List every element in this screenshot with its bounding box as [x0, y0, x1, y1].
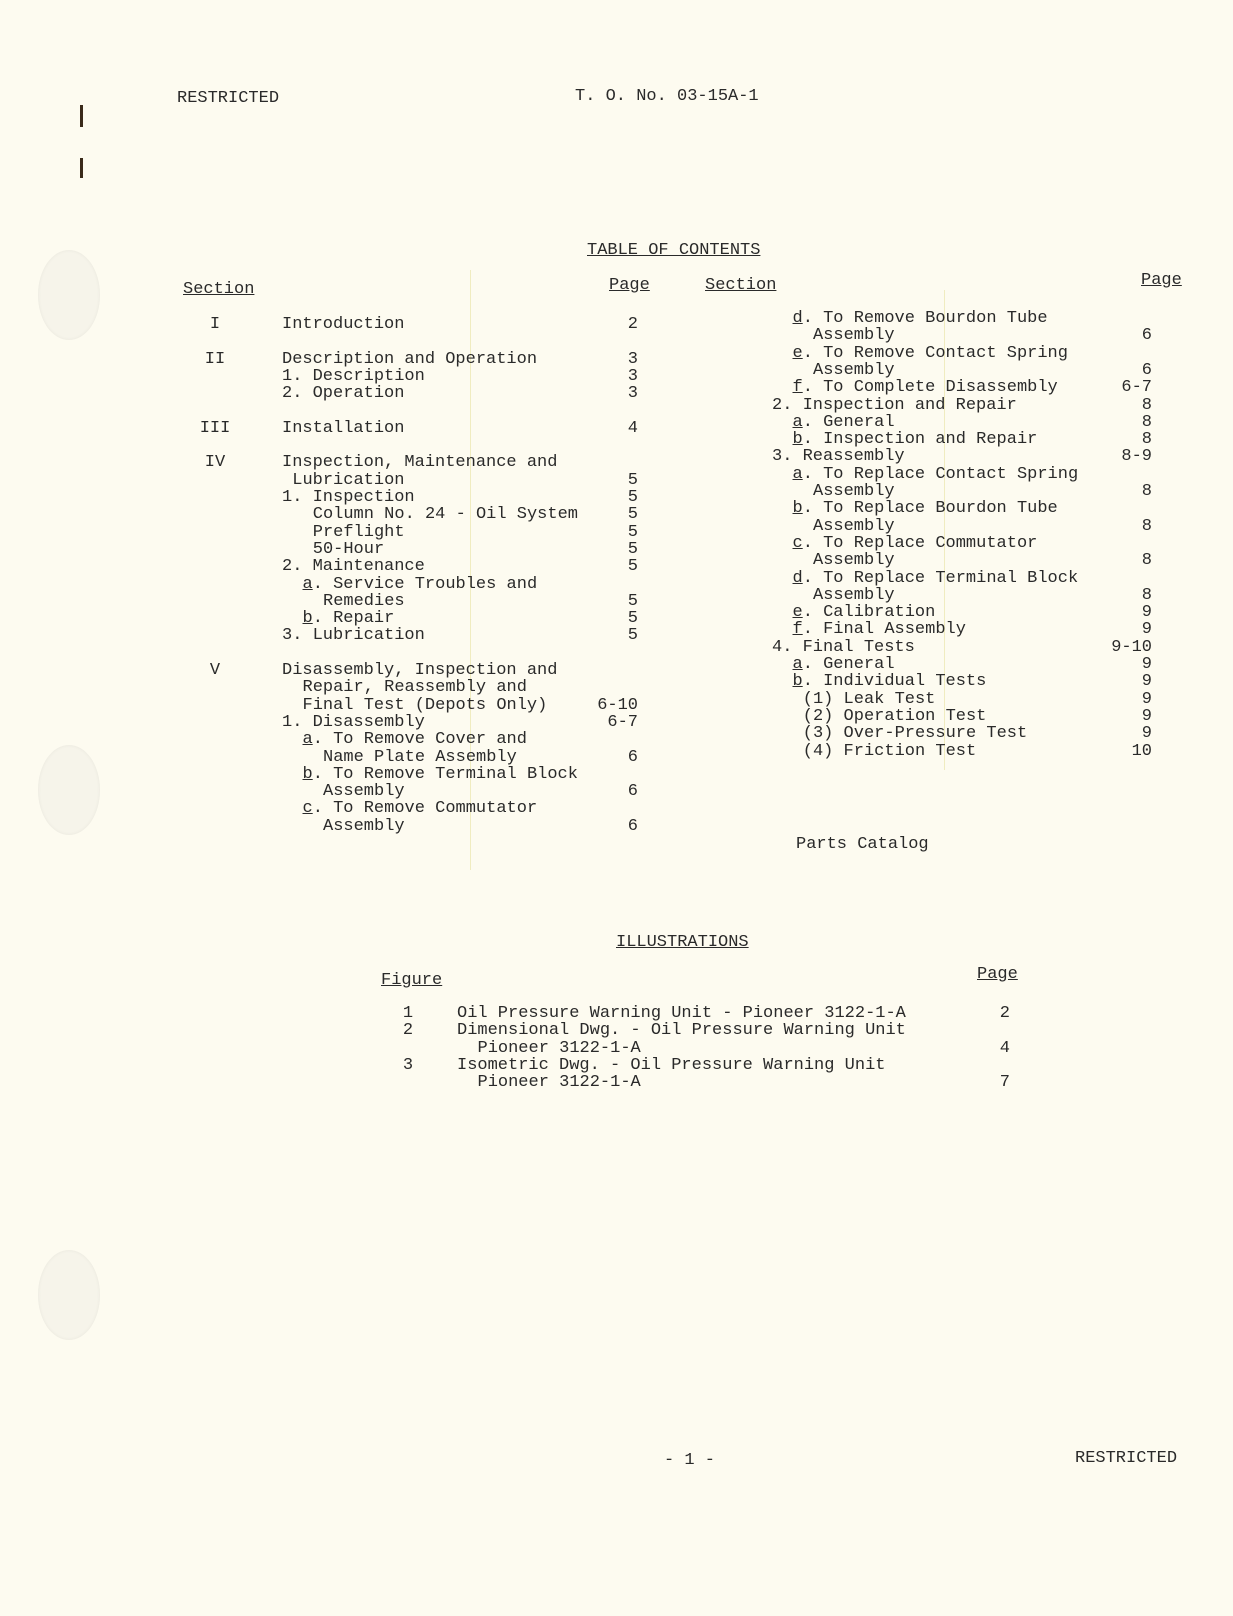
entry-title: Repair, Reassembly and — [302, 678, 527, 698]
page-ref: 6-10 — [597, 695, 638, 715]
item-letter: b — [792, 672, 803, 692]
toc-entry[interactable] — [803, 708, 987, 725]
toc-entry[interactable] — [793, 466, 1079, 483]
entry-title: Disassembly, Inspection and — [282, 661, 558, 680]
toc-entry[interactable] — [793, 500, 1058, 517]
page-ref: 3 — [627, 384, 638, 404]
item-letter: a — [792, 655, 803, 674]
entry-title: Pioneer 3122-1-A — [477, 1038, 641, 1058]
item-letter: b — [302, 609, 313, 629]
page-ref: 4 — [999, 1038, 1010, 1058]
entry-title: . To Replace Terminal Block — [802, 568, 1079, 588]
page-ref: 9 — [1141, 689, 1152, 709]
entry-title: 1. Description — [282, 366, 425, 386]
punch-hole — [38, 1250, 100, 1340]
page-ref: 3 — [627, 366, 638, 386]
entry-title: 2. Inspection and Repair — [772, 395, 1017, 415]
toc-entry[interactable] — [457, 1005, 906, 1022]
page-column-header: Page — [1141, 271, 1182, 290]
page-ref: 4 — [627, 418, 638, 438]
page-ref: 6 — [1141, 360, 1152, 380]
entry-title: . To Remove Commutator — [312, 799, 538, 819]
page-ref: 8 — [1141, 516, 1152, 536]
toc-entry[interactable] — [282, 385, 404, 402]
section-column-header: Section — [705, 276, 777, 295]
toc-entry[interactable] — [772, 639, 915, 656]
entry-title: . To Replace Contact Spring — [802, 464, 1079, 484]
page-ref: 8 — [1141, 551, 1152, 571]
toc-entry[interactable] — [323, 593, 405, 610]
toc-entry-parts-catalog[interactable]: Parts Catalog — [796, 835, 929, 854]
illustrations-title: ILLUSTRATIONS — [616, 933, 749, 952]
page-ref: 9 — [1141, 603, 1152, 623]
entry-title: Assembly — [813, 516, 895, 536]
page-ref: 5 — [627, 505, 638, 525]
entry-title: 2. Operation — [282, 384, 405, 404]
binding-mark — [80, 105, 83, 127]
toc-entry[interactable] — [282, 662, 557, 679]
entry-title: . Individual Tests — [802, 672, 987, 692]
punch-hole — [38, 745, 100, 835]
entry-title: Description and Operation — [282, 349, 538, 369]
entry-title: 4. Final Tests — [772, 637, 915, 657]
toc-entry[interactable] — [813, 327, 895, 344]
entry-title: Assembly — [813, 326, 895, 346]
header-classification: RESTRICTED — [177, 89, 280, 108]
toc-entry[interactable] — [793, 379, 1058, 396]
toc-entry[interactable] — [793, 431, 1038, 448]
toc-entry[interactable] — [793, 310, 1048, 327]
toc-entry[interactable] — [813, 483, 895, 500]
toc-entry[interactable] — [803, 691, 936, 708]
toc-entry[interactable] — [282, 558, 425, 575]
item-letter: f — [792, 378, 803, 398]
page-ref: 5 — [627, 539, 638, 559]
entry-title: Remedies — [323, 591, 405, 611]
item-letter: d — [792, 568, 803, 588]
page-ref: 7 — [999, 1073, 1010, 1093]
toc-entry[interactable] — [303, 766, 578, 783]
toc-entry[interactable] — [813, 552, 895, 569]
page-column-header: Page — [609, 276, 650, 295]
figure-column-header: Figure — [381, 971, 443, 990]
item-letter: f — [792, 620, 803, 640]
toc-entry[interactable] — [793, 621, 966, 638]
entry-title: . To Replace Bourdon Tube — [802, 499, 1058, 519]
entry-title: 50-Hour — [312, 539, 385, 559]
figure-number: 3 — [402, 1055, 414, 1075]
entry-title: Assembly — [813, 551, 895, 571]
entry-title: . General — [802, 412, 895, 432]
page-ref: 8-9 — [1121, 447, 1152, 467]
toc-entry[interactable] — [282, 714, 425, 731]
entry-title: . Service Troubles and — [312, 574, 538, 594]
page-ref: 5 — [627, 626, 638, 646]
toc-entry[interactable] — [323, 749, 517, 766]
item-letter: b — [792, 430, 803, 450]
item-letter: c — [792, 533, 803, 553]
entry-title: 3. Lubrication — [282, 626, 425, 646]
entry-title: Dimensional Dwg. - Oil Pressure Warning Unit — [457, 1021, 906, 1041]
item-letter: d — [792, 309, 803, 328]
entry-title: . Final Assembly — [802, 620, 966, 640]
page-ref: 5 — [627, 609, 638, 629]
item-letter: a — [792, 412, 803, 432]
page-ref: 5 — [627, 488, 638, 507]
entry-title: . Repair — [312, 609, 395, 629]
page-ref: 9-10 — [1111, 637, 1152, 657]
page-ref: 2 — [627, 315, 638, 334]
toc-entry[interactable] — [282, 368, 425, 385]
page-ref: 2 — [999, 1004, 1010, 1023]
item-letter: b — [792, 499, 803, 519]
header-document-number: T. O. No. 03-15A-1 — [575, 87, 759, 106]
page-number: - 1 - — [664, 1451, 716, 1470]
item-letter: c — [302, 799, 313, 819]
page-ref: 6-7 — [1121, 378, 1152, 398]
toc-entry[interactable] — [793, 570, 1079, 587]
toc-entry[interactable] — [793, 414, 895, 431]
item-letter: a — [302, 730, 313, 750]
toc-entry[interactable] — [303, 610, 395, 627]
entry-title: . To Remove Bourdon Tube — [802, 309, 1048, 328]
toc-entry[interactable] — [303, 576, 538, 593]
toc-entry[interactable] — [323, 818, 405, 835]
item-letter: a — [302, 574, 313, 594]
toc-title: TABLE OF CONTENTS — [587, 241, 761, 260]
section-numeral: IV — [204, 453, 226, 473]
page-ref: 6 — [627, 782, 638, 802]
toc-entry[interactable] — [323, 783, 405, 800]
entry-title: . General — [802, 655, 895, 674]
entry-title: Introduction — [282, 315, 405, 334]
entry-title: Assembly — [813, 585, 895, 605]
entry-title: 3. Reassembly — [772, 447, 905, 467]
figure-number: 1 — [402, 1004, 414, 1023]
entry-title: (4) Friction Test — [802, 741, 977, 761]
toc-entry[interactable] — [303, 731, 527, 748]
entry-title: Name Plate Assembly — [323, 747, 517, 767]
page-ref: 6-7 — [607, 712, 638, 732]
page-column-header: Page — [977, 965, 1018, 984]
page-ref: 8 — [1141, 412, 1152, 432]
toc-entry[interactable] — [478, 1040, 641, 1057]
entry-title: Pioneer 3122-1-A — [477, 1073, 641, 1093]
toc-entry[interactable] — [478, 1074, 641, 1091]
toc-entry[interactable] — [303, 697, 548, 714]
page-ref: 5 — [627, 591, 638, 611]
item-letter: a — [792, 464, 803, 484]
entry-title: 1. Inspection — [282, 488, 415, 507]
footer-classification: RESTRICTED — [1075, 1449, 1178, 1468]
toc-entry[interactable] — [793, 535, 1038, 552]
entry-title: . To Remove Cover and — [312, 730, 527, 750]
entry-title: . To Remove Terminal Block — [312, 764, 578, 784]
toc-entry[interactable] — [282, 454, 557, 471]
page-ref: 3 — [627, 349, 638, 369]
toc-entry[interactable] — [793, 656, 895, 673]
entry-title: (1) Leak Test — [802, 689, 936, 709]
page-ref: 9 — [1141, 620, 1152, 640]
toc-entry[interactable] — [772, 397, 1017, 414]
toc-entry[interactable] — [303, 800, 538, 817]
page-ref: 5 — [627, 557, 638, 577]
page-ref: 6 — [627, 747, 638, 767]
toc-entry[interactable] — [282, 420, 404, 437]
entry-title: Installation — [282, 418, 405, 438]
entry-title: 1. Disassembly — [282, 712, 425, 732]
toc-entry[interactable] — [793, 345, 1068, 362]
item-letter: b — [302, 764, 313, 784]
figure-number: 2 — [402, 1021, 414, 1041]
page-ref: 9 — [1141, 655, 1152, 674]
entry-title: Lubrication — [292, 470, 405, 490]
toc-entry[interactable] — [793, 604, 936, 621]
entry-title: . Inspection and Repair — [802, 430, 1038, 450]
toc-entry[interactable] — [282, 627, 425, 644]
toc-entry[interactable] — [813, 518, 895, 535]
page-ref: 5 — [627, 470, 638, 490]
toc-entry[interactable] — [313, 524, 405, 541]
toc-entry[interactable] — [457, 1057, 885, 1074]
entry-title: Isometric Dwg. - Oil Pressure Warning Unit — [457, 1055, 886, 1075]
toc-entry[interactable] — [813, 587, 895, 604]
entry-title: . To Replace Commutator — [802, 533, 1038, 553]
section-column-header: Section — [183, 280, 255, 299]
toc-entry[interactable] — [813, 362, 895, 379]
toc-entry[interactable] — [457, 1022, 906, 1039]
binding-mark — [80, 158, 83, 178]
page-ref: 9 — [1141, 706, 1152, 726]
entry-title: Assembly — [323, 782, 405, 802]
toc-entry[interactable] — [282, 316, 404, 333]
page-ref: 6 — [627, 816, 638, 836]
entry-title: 2. Maintenance — [282, 557, 425, 577]
page-ref: 6 — [1141, 326, 1152, 346]
toc-entry[interactable] — [292, 472, 404, 489]
page-ref: 8 — [1141, 430, 1152, 450]
toc-entry[interactable] — [303, 679, 527, 696]
entry-title: Inspection, Maintenance and — [282, 453, 558, 473]
toc-entry[interactable] — [803, 725, 1027, 742]
toc-entry[interactable] — [313, 506, 578, 523]
page-ref: 5 — [627, 522, 638, 542]
item-letter: e — [792, 603, 803, 623]
toc-entry[interactable] — [793, 673, 987, 690]
entry-title: (3) Over-Pressure Test — [802, 724, 1028, 744]
entry-title: . To Complete Disassembly — [802, 378, 1058, 398]
entry-title: Final Test (Depots Only) — [302, 695, 548, 715]
entry-title: Assembly — [323, 816, 405, 836]
toc-entry[interactable] — [803, 743, 976, 760]
entry-title: Column No. 24 - Oil System — [312, 505, 578, 525]
item-letter: e — [792, 343, 803, 363]
entry-title: Assembly — [813, 360, 895, 380]
toc-entry[interactable] — [282, 351, 537, 368]
section-numeral: II — [204, 349, 226, 369]
section-numeral: III — [199, 418, 231, 438]
page-ref: 10 — [1131, 741, 1152, 761]
page-ref: 8 — [1141, 395, 1152, 415]
toc-entry[interactable] — [772, 448, 905, 465]
toc-entry[interactable] — [313, 541, 384, 558]
page-ref: 8 — [1141, 482, 1152, 501]
entry-title: (2) Operation Test — [802, 706, 987, 726]
page-ref: 8 — [1141, 585, 1152, 605]
entry-title: Oil Pressure Warning Unit - Pioneer 3122-1-A — [457, 1004, 906, 1023]
entry-title: . To Remove Contact Spring — [802, 343, 1068, 363]
entry-title: Preflight — [312, 522, 405, 542]
page-ref: 9 — [1141, 672, 1152, 692]
page-ref: 9 — [1141, 724, 1152, 744]
section-numeral: V — [209, 661, 221, 680]
section-numeral: I — [209, 315, 221, 334]
entry-title: Assembly — [813, 482, 895, 501]
entry-title: . Calibration — [802, 603, 936, 623]
punch-hole — [38, 250, 100, 340]
toc-entry[interactable] — [282, 489, 415, 506]
